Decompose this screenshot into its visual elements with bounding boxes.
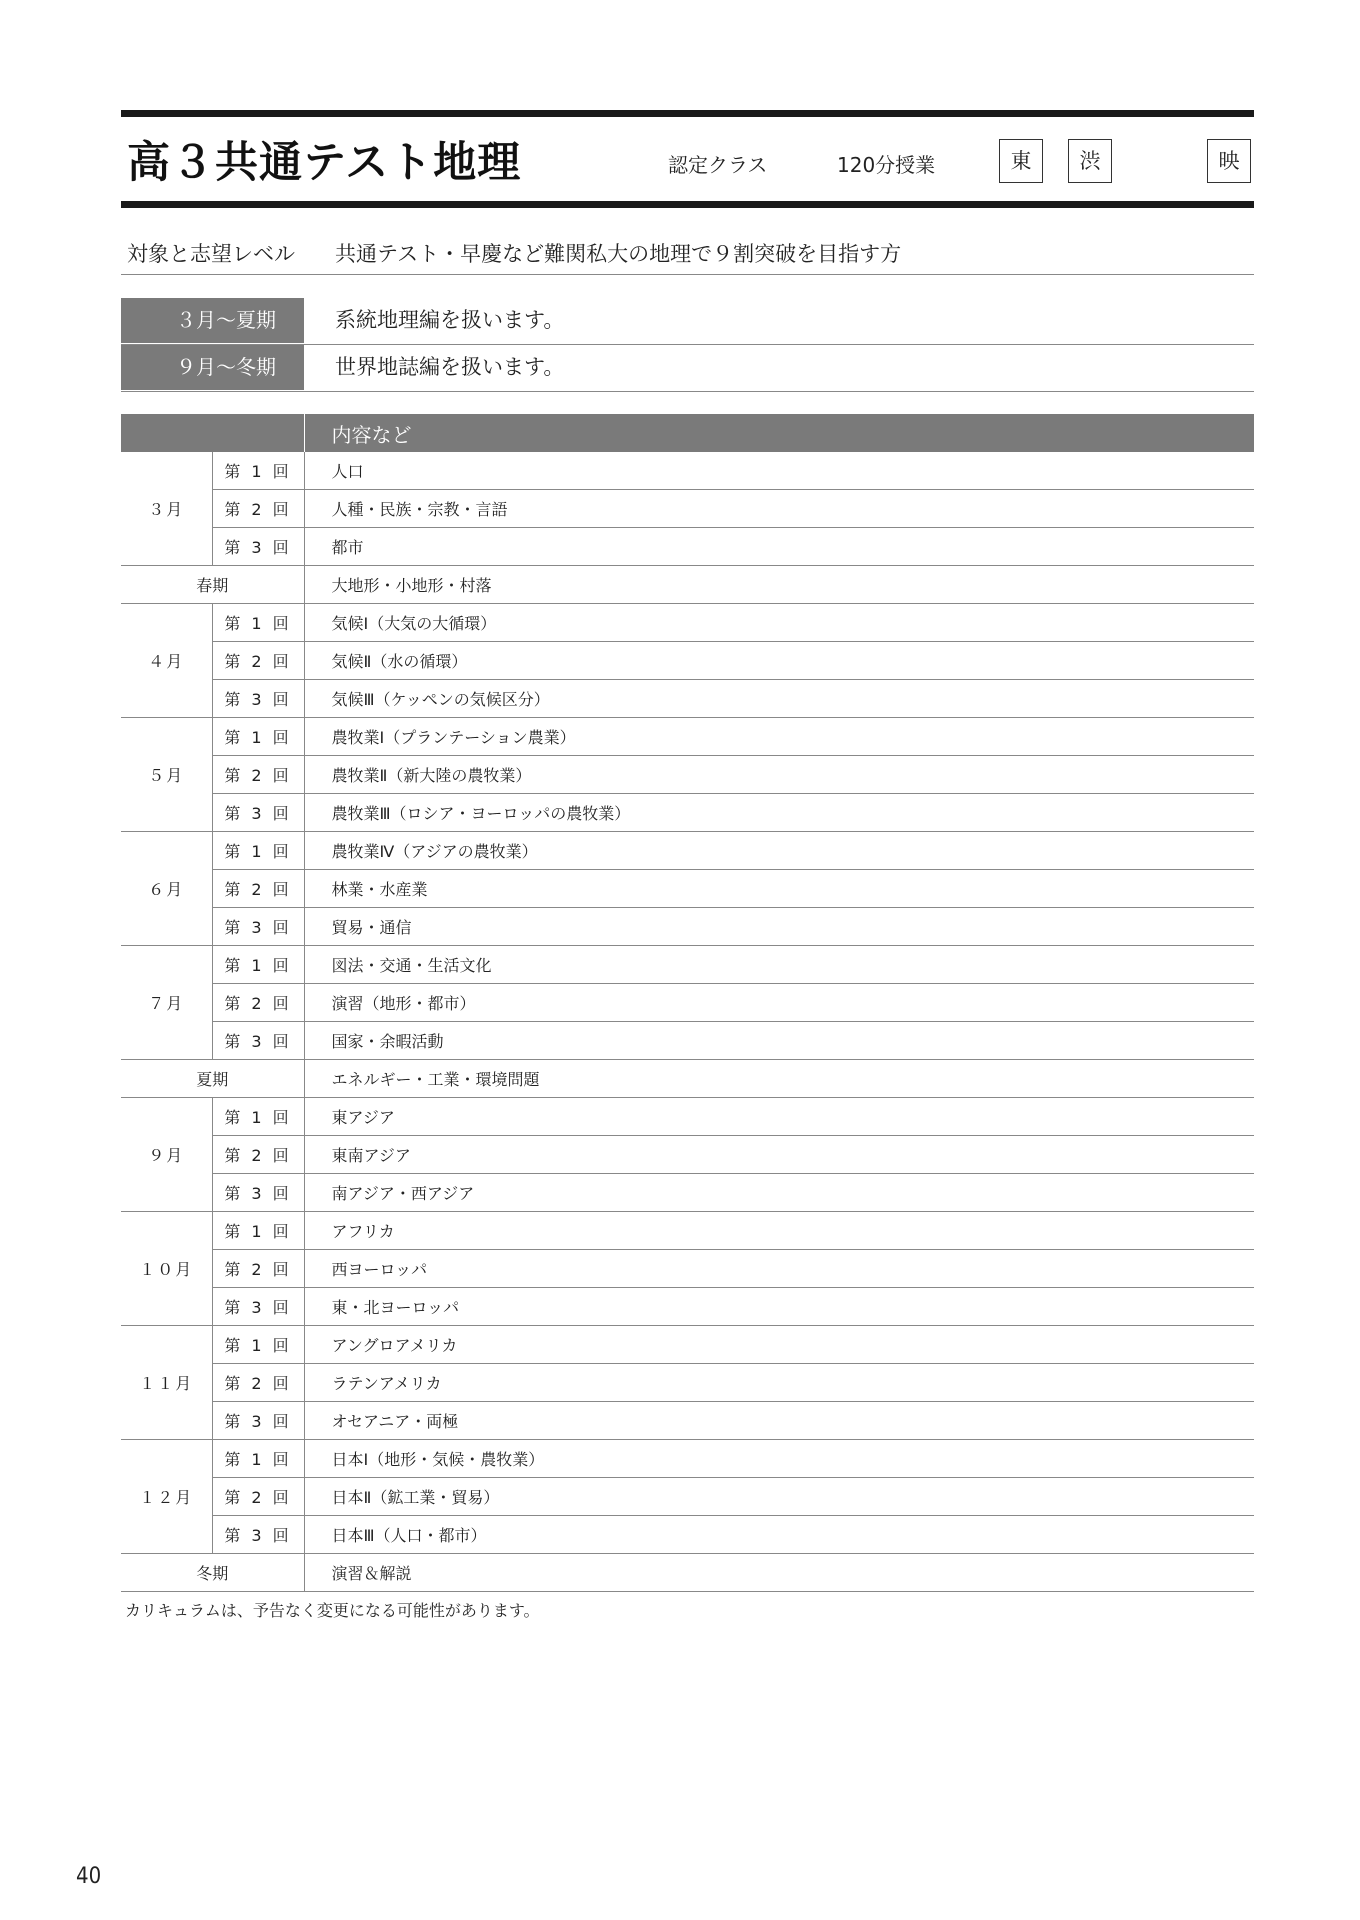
topic-cell: 大地形・小地形・村落 [304, 566, 1254, 604]
disclaimer-note: カリキュラムは、予告なく変更になる可能性があります。 [125, 1601, 540, 1620]
session-number: 第 1 回 [212, 1212, 304, 1250]
period-desc: 世界地誌編を扱います。 [335, 355, 565, 379]
title-row [121, 117, 1254, 201]
topic-cell: アングロアメリカ [304, 1326, 1254, 1364]
session-number: 第 2 回 [212, 642, 304, 680]
session-number: 第 3 回 [212, 1022, 304, 1060]
session-row [121, 680, 1254, 718]
season-row [121, 1060, 1254, 1098]
session-row [121, 642, 1254, 680]
session-number: 第 2 回 [212, 984, 304, 1022]
session-row [121, 1440, 1254, 1478]
session-row [121, 1364, 1254, 1402]
topic-cell: 農牧業Ⅲ（ロシア・ヨーロッパの農牧業） [304, 794, 1254, 832]
period-tag: ９月～冬期 [121, 345, 304, 390]
topic-cell: 農牧業Ⅰ（プランテーション農業） [304, 718, 1254, 756]
season-label: 冬期 [121, 1554, 304, 1592]
top-rule [121, 110, 1254, 117]
topic-cell: エネルギー・工業・環境問題 [304, 1060, 1254, 1098]
topic-cell: 東アジア [304, 1098, 1254, 1136]
session-row [121, 718, 1254, 756]
session-row [121, 490, 1254, 528]
class-label: 認定クラス [668, 153, 768, 177]
session-number: 第 3 回 [212, 1288, 304, 1326]
period-row [121, 298, 1254, 345]
topic-cell: 演習＆解説 [304, 1554, 1254, 1592]
session-row [121, 604, 1254, 642]
topic-cell: 林業・水産業 [304, 870, 1254, 908]
curriculum-body [121, 452, 1254, 1592]
month-label: ７月 [121, 946, 212, 1060]
topic-cell: 国家・余暇活動 [304, 1022, 1254, 1060]
duration-label: 120分授業 [837, 153, 936, 177]
session-row [121, 908, 1254, 946]
topic-cell: 日本Ⅱ（鉱工業・貿易） [304, 1478, 1254, 1516]
course-title: 高３共通テスト地理 [127, 138, 522, 188]
campus-badge-shibuya: 渋 [1068, 139, 1112, 183]
session-number: 第 2 回 [212, 490, 304, 528]
month-label: ９月 [121, 1098, 212, 1212]
session-number: 第 3 回 [212, 1516, 304, 1554]
session-row [121, 794, 1254, 832]
topic-cell: ラテンアメリカ [304, 1364, 1254, 1402]
month-label: ３月 [121, 452, 212, 566]
session-number: 第 3 回 [212, 794, 304, 832]
session-number: 第 2 回 [212, 1250, 304, 1288]
session-row [121, 1136, 1254, 1174]
topic-cell: 演習（地形・都市） [304, 984, 1254, 1022]
session-row [121, 1098, 1254, 1136]
session-number: 第 3 回 [212, 908, 304, 946]
session-number: 第 2 回 [212, 1478, 304, 1516]
session-row [121, 1402, 1254, 1440]
season-label: 夏期 [121, 1060, 304, 1098]
session-number: 第 1 回 [212, 452, 304, 490]
topic-cell: 気候Ⅱ（水の循環） [304, 642, 1254, 680]
session-row [121, 946, 1254, 984]
page-content [121, 110, 1254, 1621]
session-number: 第 3 回 [212, 680, 304, 718]
topic-cell: 気候Ⅲ（ケッペンの気候区分） [304, 680, 1254, 718]
topic-cell: 図法・交通・生活文化 [304, 946, 1254, 984]
session-number: 第 2 回 [212, 870, 304, 908]
topic-cell: オセアニア・両極 [304, 1402, 1254, 1440]
target-row [121, 238, 1254, 275]
period-tag: ３月～夏期 [121, 298, 304, 343]
target-value: 共通テスト・早慶など難関私大の地理で９割突破を目指す方 [335, 242, 902, 266]
session-number: 第 1 回 [212, 1440, 304, 1478]
curriculum-table [121, 414, 1254, 1592]
session-row [121, 1022, 1254, 1060]
session-row [121, 984, 1254, 1022]
session-number: 第 1 回 [212, 1326, 304, 1364]
campus-badge-video: 映 [1207, 139, 1251, 183]
topic-cell: 西ヨーロッパ [304, 1250, 1254, 1288]
session-number: 第 3 回 [212, 1402, 304, 1440]
period-list [121, 298, 1254, 392]
session-row [121, 1516, 1254, 1554]
session-row [121, 756, 1254, 794]
session-row [121, 452, 1254, 490]
session-number: 第 1 回 [212, 1098, 304, 1136]
session-number: 第 1 回 [212, 604, 304, 642]
topic-cell: アフリカ [304, 1212, 1254, 1250]
target-label: 対象と志望レベル [127, 242, 295, 266]
season-label: 春期 [121, 566, 304, 604]
month-label: １２月 [121, 1440, 212, 1554]
session-row [121, 1212, 1254, 1250]
topic-cell: 東・北ヨーロッパ [304, 1288, 1254, 1326]
month-label: ６月 [121, 832, 212, 946]
season-row [121, 1554, 1254, 1592]
season-row [121, 566, 1254, 604]
topic-cell: 人口 [304, 452, 1254, 490]
campus-badge-east: 東 [999, 139, 1043, 183]
session-row [121, 1288, 1254, 1326]
session-row [121, 528, 1254, 566]
topic-cell: 農牧業Ⅱ（新大陸の農牧業） [304, 756, 1254, 794]
topic-cell: 南アジア・西アジア [304, 1174, 1254, 1212]
topic-cell: 都市 [304, 528, 1254, 566]
session-row [121, 1174, 1254, 1212]
topic-cell: 日本Ⅰ（地形・気候・農牧業） [304, 1440, 1254, 1478]
session-row [121, 832, 1254, 870]
session-number: 第 3 回 [212, 1174, 304, 1212]
period-desc: 系統地理編を扱います。 [335, 308, 565, 332]
header-blank-cell [121, 414, 304, 452]
session-number: 第 3 回 [212, 528, 304, 566]
month-label: ５月 [121, 718, 212, 832]
session-row [121, 870, 1254, 908]
topic-cell: 気候Ⅰ（大気の大循環） [304, 604, 1254, 642]
header-content-cell: 内容など [304, 414, 1254, 452]
topic-cell: 東南アジア [304, 1136, 1254, 1174]
session-number: 第 2 回 [212, 756, 304, 794]
month-label: ４月 [121, 604, 212, 718]
period-row [121, 345, 1254, 392]
topic-cell: 日本Ⅲ（人口・都市） [304, 1516, 1254, 1554]
session-row [121, 1478, 1254, 1516]
session-number: 第 1 回 [212, 946, 304, 984]
topic-cell: 貿易・通信 [304, 908, 1254, 946]
session-number: 第 2 回 [212, 1364, 304, 1402]
month-label: １０月 [121, 1212, 212, 1326]
table-header-row [121, 414, 1254, 452]
month-label: １１月 [121, 1326, 212, 1440]
session-row [121, 1250, 1254, 1288]
topic-cell: 人種・民族・宗教・言語 [304, 490, 1254, 528]
session-number: 第 2 回 [212, 1136, 304, 1174]
bottom-rule [121, 201, 1254, 208]
page-number: 40 [76, 1864, 102, 1889]
topic-cell: 農牧業Ⅳ（アジアの農牧業） [304, 832, 1254, 870]
session-row [121, 1326, 1254, 1364]
session-number: 第 1 回 [212, 718, 304, 756]
session-number: 第 1 回 [212, 832, 304, 870]
